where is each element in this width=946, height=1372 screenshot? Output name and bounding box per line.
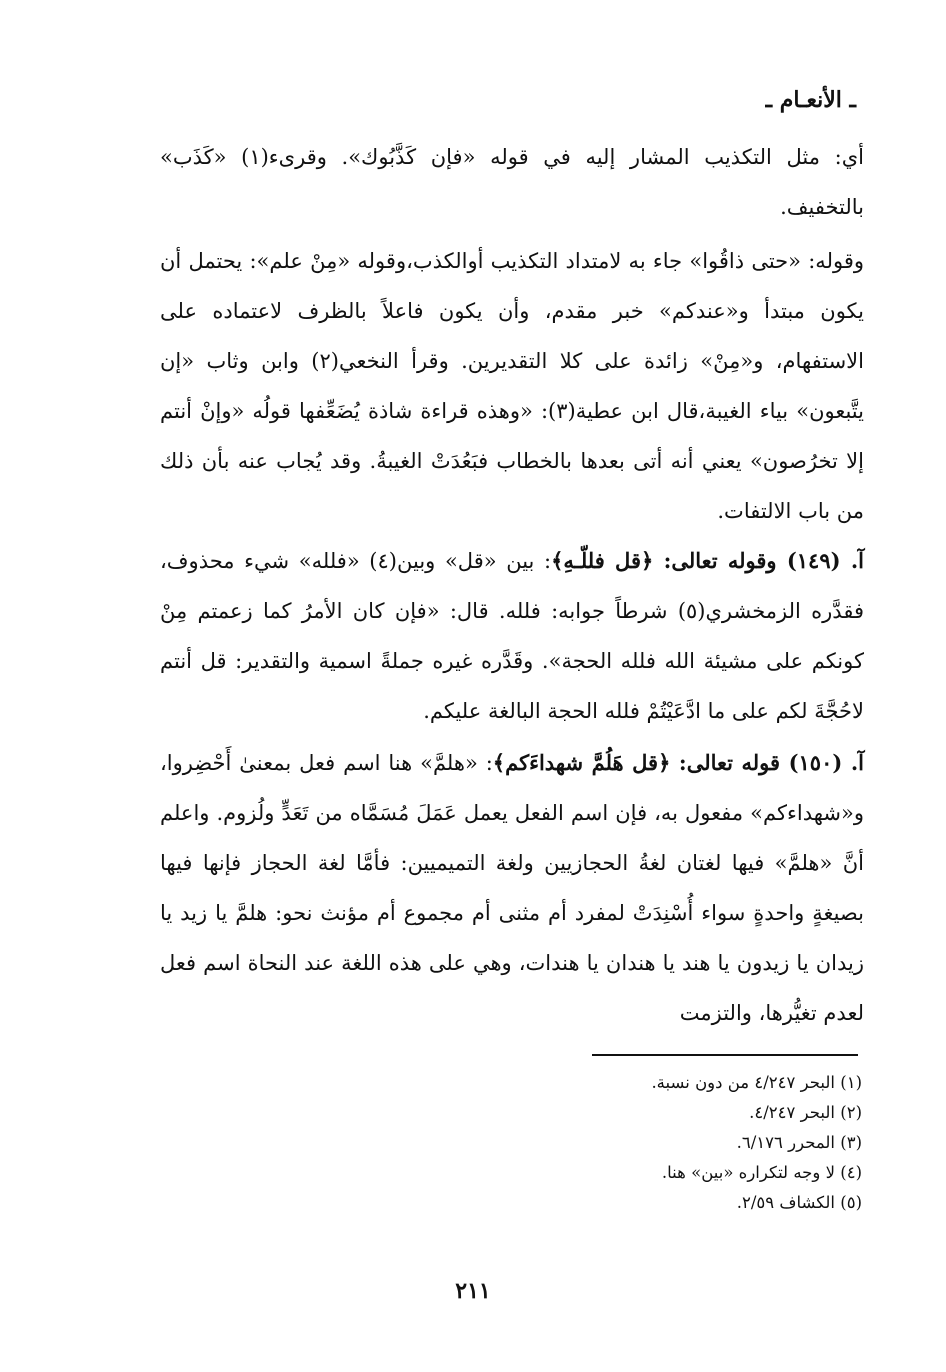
verse-149-commentary: : بين «قل» وبين(٤) «فلله» شيء محذوف، فقدَّره الزمخشري(٥) شرطاً جوابه: فلله. قال: «فإن كان الأمرُ كما زعمتم مِنْ كونكم على مشيئة الله فلله الحجة». وقَدَّره غيره جملةً اسمية والتقدير: قل أنتم لاحُجَّةَ لكم على ما ادَّعَيْتُمْ فلله الحجة البالغة عليكم. [160, 549, 864, 723]
footnote-4: (٤) لا وجه لتكراره «بين» هنا. [661, 1163, 862, 1182]
footnotes [500, 1068, 862, 1218]
paragraph-verse-149 [160, 536, 864, 736]
page-number: ٢١١ [455, 1278, 491, 1304]
footnote-2: (٢) البحر ٤/٢٤٧. [749, 1103, 862, 1122]
paragraph-1: أي: مثل التكذيب المشار إليه في قوله «فإن كَذَّبُوك». وقرىء(١) «كَذَب» بالتخفيف. [160, 145, 864, 219]
verse-150-heading: آ. (١٥٠) قوله تعالى: ﴿قل هَلُمَّ شهداءَكم﴾ [492, 750, 864, 775]
verse-150-commentary: : «هلمَّ» هنا اسم فعل بمعنىٰ أَحْضِروا، و«شهداءكم» مفعول به، فإن اسم الفعل يعمل عَمَلَ مُسَمَّاه من تَعَدٍّ ولُزوم. واعلم أنَّ «هلمَّ» فيها لغتان لغةُ الحجازيين ولغة التميميين: فأمَّا لغة الحجاز فإنها فيها بصيغةٍ واحدةٍ سواء أُسْنِدَتْ لمفرد أم مثنى أم مجموع أم مؤنث نحو: هلمَّ يا زيد يا زيدان يا زيدون يا هند يا هندان يا هندات، وهي على هذه اللغة عند النحاة اسم فعل لعدم تغيُّرها، والتزمت [160, 751, 864, 1025]
paragraph-2: وقوله: «حتى ذاقُوا» جاء به لامتداد التكذيب أوالكذب،وقوله «مِنْ علم»: يحتمل أن يكون مبتدأ و«عندكم» خبر مقدم، وأن يكون فاعلاً بالظرف لاعتماده على الاستفهام، و«مِنْ» زائدة على كلا التقديرين. وقرأ النخعي(٢) وابن وثاب «إن يتَّبعون» بياء الغيبة،قال ابن عطية(٣): «وهذه قراءة شاذة يُضَعِّفها قولُه «وإنْ أنتم إلا تخرُصون» يعني أنه أتى بعدها بالخطاب فبَعُدَتْ الغيبةُ. وقد يُجاب عنه بأن ذلك من باب الالتفات. [160, 249, 864, 523]
footnote-5: (٥) الكشاف ٢/٥٩. [736, 1193, 862, 1212]
footnote-divider [592, 1054, 858, 1056]
running-header: ـ الأنعـام ـ [765, 87, 856, 113]
verse-149-heading: آ. (١٤٩) وقوله تعالى: ﴿قل فللّـهِ﴾ [551, 548, 864, 573]
footnote-1: (١) البحر ٤/٢٤٧ من دون نسبة. [651, 1073, 862, 1092]
paragraph-verse-150 [160, 738, 864, 1038]
footnote-3: (٣) المحرر ٦/١٧٦. [736, 1133, 862, 1152]
